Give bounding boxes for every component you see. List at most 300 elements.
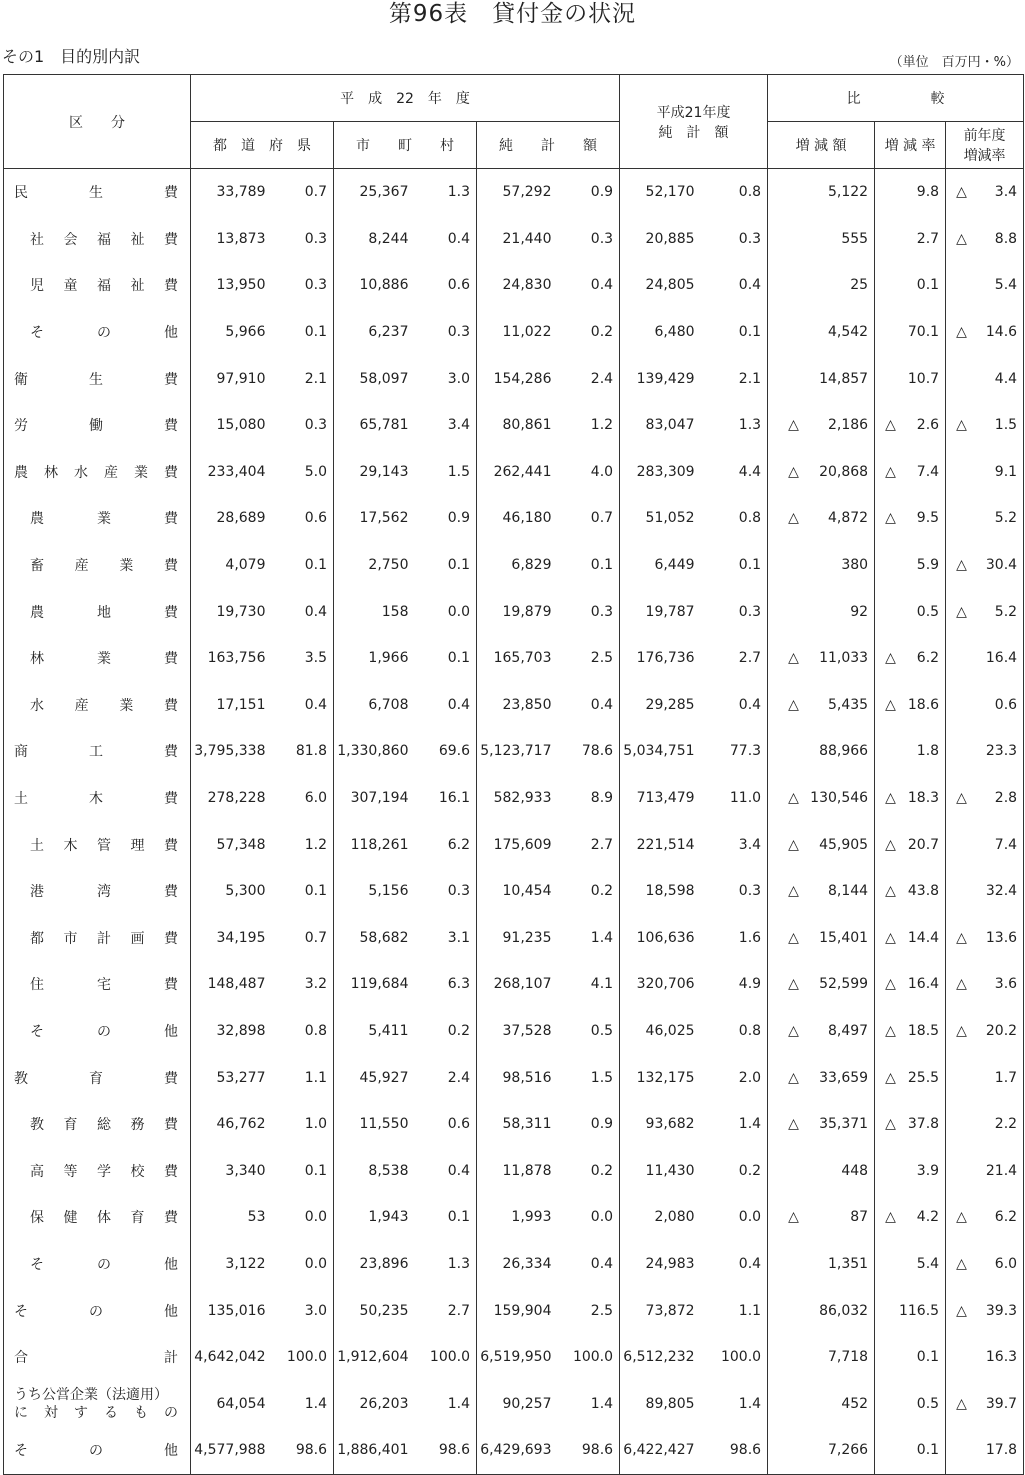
cell-prev-rate <box>946 1054 1024 1101</box>
negative-marker <box>946 883 956 899</box>
label-char: 費 <box>164 791 178 808</box>
negative-marker <box>768 743 788 759</box>
cell-net: 262,441 <box>493 463 552 480</box>
cell-prev-rate <box>946 169 1024 216</box>
cell-muni: 17,562 <box>359 510 409 527</box>
cell-muni-pct: 0.1 <box>421 635 477 682</box>
negative-marker <box>875 277 885 293</box>
cell-pref-pct: 1.0 <box>278 1101 334 1148</box>
cell-pref-pct: 5.0 <box>278 449 334 496</box>
cell-change-rate <box>875 216 946 263</box>
cell-prev-rate <box>946 355 1024 402</box>
cell-fy21-pct: 3.4 <box>707 821 768 868</box>
label-char: 他 <box>164 1023 178 1040</box>
cell-net: 23,850 <box>502 696 552 713</box>
cell-muni-pct: 3.0 <box>421 355 477 402</box>
label-char: 育 <box>89 1070 103 1087</box>
row-label <box>4 495 191 542</box>
negative-marker <box>946 1349 956 1365</box>
negative-marker <box>768 1349 788 1365</box>
cell-pref-pct: 6.0 <box>278 775 334 822</box>
cell-net-pct: 1.2 <box>564 402 620 449</box>
cell-value: 2.7 <box>916 230 940 247</box>
row-label-text <box>14 462 178 482</box>
cell-value: 1.7 <box>994 1069 1018 1086</box>
cell-change-rate <box>875 728 946 775</box>
cell-muni-pct: 0.1 <box>421 542 477 589</box>
row-label-text <box>30 881 178 901</box>
label-char: 業 <box>119 558 134 575</box>
cell-muni: 26,203 <box>359 1395 409 1412</box>
label-char: そ <box>30 325 44 342</box>
cell-net-pct: 0.5 <box>564 1008 620 1055</box>
cell-change-rate <box>875 262 946 309</box>
cell-fy21-pct: 1.6 <box>707 915 768 962</box>
row-label-text <box>30 1207 178 1227</box>
negative-marker <box>946 1070 956 1086</box>
row-label <box>4 1101 191 1148</box>
cell-pref-pct: 0.3 <box>278 216 334 263</box>
cell-change-rate <box>875 635 946 682</box>
cell-change-rate <box>875 1194 946 1241</box>
negative-marker <box>768 604 788 620</box>
cell-value: 37.8 <box>907 1116 940 1133</box>
cell-value: 39.7 <box>985 1395 1018 1412</box>
cell-muni-pct: 0.4 <box>421 1147 477 1194</box>
cell-muni: 8,538 <box>368 1162 409 1179</box>
row-label <box>4 309 191 356</box>
cell-prev-rate <box>946 821 1024 868</box>
table-row <box>4 728 1024 775</box>
cell-change-amount <box>768 355 875 402</box>
cell-value: 6.2 <box>916 650 940 667</box>
cell-value: 3.9 <box>916 1162 940 1179</box>
cell-prev-rate <box>946 775 1024 822</box>
cell-value: 5.4 <box>994 277 1018 294</box>
label-char: 育 <box>63 1117 78 1134</box>
cell-value: 35,371 <box>819 1116 869 1133</box>
cell-pref: 135,016 <box>207 1302 266 1319</box>
row-label <box>4 728 191 775</box>
cell-value: 5.9 <box>916 557 940 574</box>
row-label <box>4 169 191 216</box>
cell-change-amount <box>768 635 875 682</box>
label-char: 費 <box>164 511 178 528</box>
cell-fy21: 83,047 <box>645 417 695 434</box>
label-char: 社 <box>30 231 44 248</box>
row-label <box>4 449 191 496</box>
cell-change-amount <box>768 868 875 915</box>
table-row <box>4 961 1024 1008</box>
negative-marker: △ <box>885 650 896 667</box>
negative-marker: △ <box>788 1022 799 1039</box>
cell-value: 7,266 <box>827 1442 869 1459</box>
label-char: 港 <box>30 884 44 901</box>
label-char: 健 <box>63 1210 78 1227</box>
cell-value: 30.4 <box>985 557 1018 574</box>
cell-pref-pct: 1.1 <box>278 1054 334 1101</box>
cell-fy21-pct: 1.4 <box>707 1101 768 1148</box>
cell-fy21: 89,805 <box>645 1395 695 1412</box>
negative-marker <box>875 557 885 573</box>
cell-prev-rate <box>946 915 1024 962</box>
table-body <box>4 169 1024 1475</box>
cell-change-amount <box>768 1241 875 1288</box>
cell-net-pct: 0.3 <box>564 216 620 263</box>
row-label <box>4 915 191 962</box>
negative-marker <box>875 1442 885 1458</box>
cell-pref-pct: 1.4 <box>278 1380 334 1427</box>
negative-marker: △ <box>956 557 967 574</box>
cell-net-pct: 2.7 <box>564 821 620 868</box>
label-char: 湾 <box>97 884 111 901</box>
cell-net: 6,519,950 <box>480 1349 552 1366</box>
table-row <box>4 542 1024 589</box>
negative-marker: △ <box>788 696 799 713</box>
label-char: 費 <box>164 604 178 621</box>
cell-value: 5.4 <box>916 1255 940 1272</box>
table-row <box>4 868 1024 915</box>
cell-prev-rate <box>946 1147 1024 1194</box>
row-label-text <box>14 1068 178 1088</box>
cell-muni: 307,194 <box>350 790 409 807</box>
table-row <box>4 682 1024 729</box>
header-municipality: 市 町 村 <box>334 122 477 169</box>
negative-marker: △ <box>885 929 896 946</box>
table-row <box>4 1147 1024 1194</box>
cell-prev-rate <box>946 728 1024 775</box>
negative-marker: △ <box>956 603 967 620</box>
label-char: 費 <box>164 651 178 668</box>
label-char: 務 <box>130 1117 145 1134</box>
cell-value: 43.8 <box>907 883 940 900</box>
cell-pref: 3,122 <box>225 1255 266 1272</box>
cell-pref-pct: 0.0 <box>278 1194 334 1241</box>
cell-pref: 148,487 <box>207 976 266 993</box>
label-char: 地 <box>97 604 111 621</box>
cell-muni: 23,896 <box>359 1255 409 1272</box>
cell-muni-pct: 0.0 <box>421 588 477 635</box>
label-char: 農 <box>14 464 28 481</box>
cell-change-rate <box>875 1287 946 1334</box>
negative-marker: △ <box>956 976 967 993</box>
cell-net-pct: 0.7 <box>564 495 620 542</box>
cell-pref: 64,054 <box>216 1395 266 1412</box>
header-fy21-line1: 平成21年度 <box>656 104 731 121</box>
cell-value: 86,032 <box>819 1302 869 1319</box>
cell-fy21-pct: 1.4 <box>707 1380 768 1427</box>
cell-pref-pct: 0.0 <box>278 1241 334 1288</box>
row-label <box>4 775 191 822</box>
label-char: 業 <box>97 511 111 528</box>
label-char: 教 <box>30 1117 44 1134</box>
cell-net: 5,123,717 <box>480 743 552 760</box>
cell-fy21-pct: 4.9 <box>707 961 768 1008</box>
cell-net-pct: 0.0 <box>564 1194 620 1241</box>
cell-prev-rate <box>946 682 1024 729</box>
cell-change-amount <box>768 775 875 822</box>
cell-fy21: 52,170 <box>645 184 695 201</box>
cell-value: 33,659 <box>819 1069 869 1086</box>
cell-prev-rate <box>946 1008 1024 1055</box>
row-label <box>4 1427 191 1474</box>
label-char: 産 <box>74 697 89 714</box>
label-char: そ <box>14 1443 28 1460</box>
cell-change-amount <box>768 449 875 496</box>
cell-pref-pct: 0.4 <box>278 588 334 635</box>
cell-value: 448 <box>841 1162 869 1179</box>
cell-fy21-pct: 2.0 <box>707 1054 768 1101</box>
label-char: も <box>134 1404 148 1421</box>
cell-pref: 5,966 <box>225 324 266 341</box>
negative-marker <box>875 743 885 759</box>
cell-value: 13.6 <box>985 929 1018 946</box>
label-char: 合 <box>14 1350 28 1367</box>
table-row <box>4 1054 1024 1101</box>
row-label <box>4 961 191 1008</box>
cell-fy21-pct: 77.3 <box>707 728 768 775</box>
label-char: 費 <box>164 884 178 901</box>
negative-marker <box>946 650 956 666</box>
negative-marker: △ <box>956 417 967 434</box>
cell-muni: 1,330,860 <box>337 743 409 760</box>
row-label-text <box>14 369 178 389</box>
cell-change-rate <box>875 961 946 1008</box>
label-char: 工 <box>89 744 103 761</box>
label-char: 童 <box>63 278 78 295</box>
cell-pref: 5,300 <box>225 883 266 900</box>
header-prev-rate-line2: 増減率 <box>963 148 1006 164</box>
cell-change-rate <box>875 588 946 635</box>
negative-marker <box>946 371 956 387</box>
cell-muni-pct: 1.3 <box>421 1241 477 1288</box>
header-fy21-line2: 純 計 額 <box>658 124 729 141</box>
cell-value: 1.5 <box>994 417 1018 434</box>
cell-muni-pct: 2.4 <box>421 1054 477 1101</box>
cell-value: 0.5 <box>916 1395 940 1412</box>
negative-marker <box>875 231 885 247</box>
header-change-amount: 増 減 額 <box>768 122 875 169</box>
cell-muni-pct: 3.1 <box>421 915 477 962</box>
label-char: 畜 <box>30 558 44 575</box>
cell-net: 90,257 <box>502 1395 552 1412</box>
cell-muni: 25,367 <box>359 184 409 201</box>
negative-marker <box>946 510 956 526</box>
cell-value: 116.5 <box>898 1302 940 1319</box>
label-char: 水 <box>30 697 44 714</box>
label-char: 費 <box>164 1070 178 1087</box>
cell-net-pct: 1.5 <box>564 1054 620 1101</box>
cell-pref: 4,079 <box>225 557 266 574</box>
row-label-text <box>30 974 178 994</box>
cell-pref: 32,898 <box>216 1022 266 1039</box>
table-row <box>4 915 1024 962</box>
row-label-text <box>14 182 178 202</box>
cell-net-pct: 0.3 <box>564 588 620 635</box>
cell-fy21: 29,285 <box>645 696 695 713</box>
row-label-text <box>30 275 178 295</box>
label-char: 木 <box>63 837 78 854</box>
header-fy21 <box>620 75 768 169</box>
cell-change-amount <box>768 1287 875 1334</box>
row-label-text <box>30 555 178 575</box>
negative-marker <box>768 184 788 200</box>
negative-marker: △ <box>788 1069 799 1086</box>
cell-pref: 28,689 <box>216 510 266 527</box>
label-char: 費 <box>164 231 178 248</box>
negative-marker <box>768 231 788 247</box>
negative-marker: △ <box>885 1069 896 1086</box>
cell-muni: 10,886 <box>359 277 409 294</box>
negative-marker <box>768 1442 788 1458</box>
label-char: 宅 <box>97 977 111 994</box>
cell-fy21: 176,736 <box>636 650 695 667</box>
label-char: 都 <box>30 930 44 947</box>
cell-prev-rate <box>946 1241 1024 1288</box>
cell-value: 16.4 <box>907 976 940 993</box>
cell-pref-pct: 0.3 <box>278 262 334 309</box>
cell-pref-pct: 0.6 <box>278 495 334 542</box>
cell-net: 10,454 <box>502 883 552 900</box>
label-char: 費 <box>164 930 178 947</box>
cell-fy21: 320,706 <box>636 976 695 993</box>
cell-net-pct: 2.4 <box>564 355 620 402</box>
cell-value: 1,351 <box>827 1255 869 1272</box>
row-label <box>4 635 191 682</box>
cell-net: 58,311 <box>502 1116 552 1133</box>
label-char: 費 <box>164 371 178 388</box>
cell-fy21-pct: 1.3 <box>707 402 768 449</box>
label-char: 学 <box>97 1163 111 1180</box>
label-char: 祉 <box>130 231 145 248</box>
cell-change-amount <box>768 588 875 635</box>
cell-change-amount <box>768 1380 875 1427</box>
cell-fy21-pct: 0.4 <box>707 1241 768 1288</box>
cell-net: 57,292 <box>502 184 552 201</box>
label-char: 費 <box>164 744 178 761</box>
cell-muni-pct: 16.1 <box>421 775 477 822</box>
label-char: 教 <box>14 1070 28 1087</box>
cell-muni: 1,912,604 <box>337 1349 409 1366</box>
cell-value: 21.4 <box>985 1162 1018 1179</box>
negative-marker: △ <box>956 230 967 247</box>
negative-marker: △ <box>788 836 799 853</box>
row-label <box>4 1334 191 1381</box>
cell-fy21: 6,480 <box>654 324 695 341</box>
label-char: 土 <box>14 791 28 808</box>
cell-pref-pct: 3.0 <box>278 1287 334 1334</box>
cell-value: 18.6 <box>907 696 940 713</box>
header-prev-rate-line1: 前年度 <box>963 128 1006 144</box>
negative-marker <box>875 1163 885 1179</box>
cell-change-rate <box>875 1147 946 1194</box>
cell-net: 268,107 <box>493 976 552 993</box>
row-label-line1: うち公営企業（法適用） <box>14 1386 168 1403</box>
table-row <box>4 1008 1024 1055</box>
cell-fy21: 132,175 <box>636 1069 695 1086</box>
row-label <box>4 1380 191 1427</box>
label-char: の <box>164 1404 178 1421</box>
negative-marker <box>875 184 885 200</box>
cell-value: 7.4 <box>916 463 940 480</box>
row-label-text <box>30 1254 178 1274</box>
cell-net-pct: 0.9 <box>564 1101 620 1148</box>
negative-marker <box>875 1256 885 1272</box>
row-label-text <box>14 415 178 435</box>
row-label-text <box>30 1021 178 1041</box>
cell-value: 0.6 <box>994 696 1018 713</box>
label-char: 林 <box>30 651 44 668</box>
row-label-text <box>14 741 178 761</box>
table-row <box>4 402 1024 449</box>
row-label-text <box>30 602 178 622</box>
cell-net: 11,022 <box>502 324 552 341</box>
label-char: の <box>97 325 111 342</box>
cell-change-rate <box>875 868 946 915</box>
cell-change-rate <box>875 495 946 542</box>
row-label <box>4 402 191 449</box>
label-char: の <box>97 1256 111 1273</box>
label-char: 児 <box>30 278 44 295</box>
label-char: 他 <box>164 325 178 342</box>
cell-pref: 3,340 <box>225 1162 266 1179</box>
cell-pref: 19,730 <box>216 603 266 620</box>
row-label-text <box>14 788 178 808</box>
cell-net-pct: 1.4 <box>564 915 620 962</box>
cell-muni-pct: 0.3 <box>421 868 477 915</box>
cell-prev-rate <box>946 1380 1024 1427</box>
cell-muni-pct: 3.4 <box>421 402 477 449</box>
cell-value: 25.5 <box>907 1069 940 1086</box>
row-label-text <box>14 1440 178 1460</box>
label-char: 他 <box>164 1303 178 1320</box>
cell-change-amount <box>768 682 875 729</box>
negative-marker <box>946 1442 956 1458</box>
negative-marker: △ <box>885 883 896 900</box>
negative-marker: △ <box>885 836 896 853</box>
table-row <box>4 1287 1024 1334</box>
cell-change-rate <box>875 355 946 402</box>
cell-value: 2.6 <box>916 417 940 434</box>
label-char: 業 <box>119 697 134 714</box>
cell-fy21-pct: 0.3 <box>707 216 768 263</box>
cell-pref-pct: 3.5 <box>278 635 334 682</box>
negative-marker: △ <box>885 790 896 807</box>
cell-muni-pct: 1.3 <box>421 169 477 216</box>
row-label <box>4 1241 191 1288</box>
negative-marker <box>768 1396 788 1412</box>
cell-muni: 158 <box>381 603 409 620</box>
cell-net: 154,286 <box>493 370 552 387</box>
cell-change-amount <box>768 821 875 868</box>
cell-value: 0.5 <box>916 603 940 620</box>
label-char: 住 <box>30 977 44 994</box>
negative-marker: △ <box>788 790 799 807</box>
cell-muni-pct: 0.1 <box>421 1194 477 1241</box>
row-label-text <box>30 648 178 668</box>
cell-change-rate <box>875 1380 946 1427</box>
cell-change-rate <box>875 1427 946 1474</box>
cell-net-pct: 0.4 <box>564 1241 620 1288</box>
cell-change-amount <box>768 1101 875 1148</box>
row-label <box>4 868 191 915</box>
cell-value: 14.4 <box>907 929 940 946</box>
cell-pref-pct: 98.6 <box>278 1427 334 1474</box>
cell-pref: 53 <box>247 1209 266 1226</box>
cell-value: 92 <box>850 603 869 620</box>
cell-change-amount <box>768 1147 875 1194</box>
cell-fy21-pct: 0.3 <box>707 868 768 915</box>
